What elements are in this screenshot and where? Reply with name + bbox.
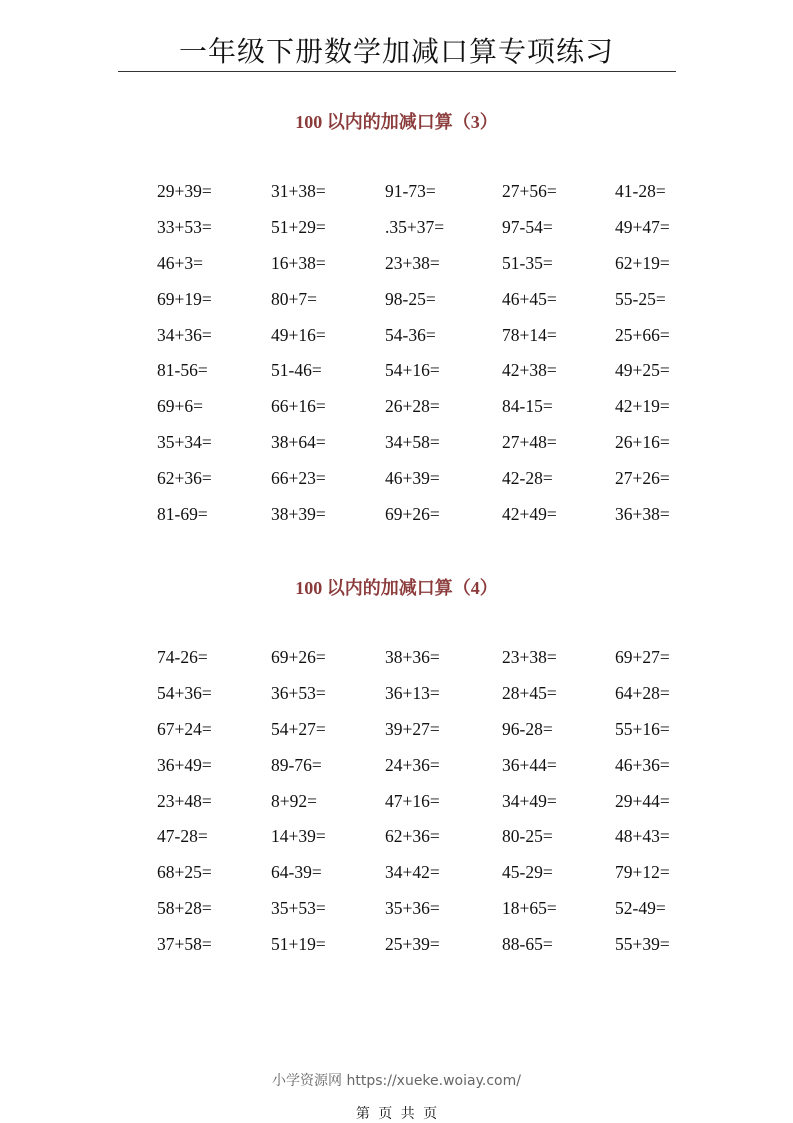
problem-cell: 46+39= xyxy=(385,468,440,489)
problem-cell: 18+65= xyxy=(502,898,557,919)
problem-cell: 51-35= xyxy=(502,252,553,273)
problem-cell: 81-69= xyxy=(157,504,208,525)
problem-cell: 80-25= xyxy=(502,826,553,847)
problem-cell: 25+66= xyxy=(615,324,670,345)
problem-cell: 55+39= xyxy=(615,934,670,955)
problem-cell: 23+38= xyxy=(385,252,440,273)
problem-grid-3 xyxy=(157,180,717,539)
problem-cell: 54+27= xyxy=(271,718,326,739)
problem-grid-4 xyxy=(157,646,717,969)
problem-cell: 38+64= xyxy=(271,432,326,453)
problem-cell: 80+7= xyxy=(271,288,317,309)
title-divider xyxy=(118,71,676,72)
problem-cell: 66+16= xyxy=(271,396,326,417)
problem-cell: 24+36= xyxy=(385,754,440,775)
problem-cell: 51+29= xyxy=(271,216,326,237)
problem-cell: 64+28= xyxy=(615,682,670,703)
problem-cell: 58+28= xyxy=(157,898,212,919)
problem-row xyxy=(157,718,717,754)
problem-cell: 27+56= xyxy=(502,181,557,201)
problem-cell: 46+36= xyxy=(615,754,670,775)
footer-page-number: 第 页 共 页 xyxy=(355,1106,438,1122)
problem-cell: 48+43= xyxy=(615,826,670,847)
problem-cell: 54+36= xyxy=(157,682,212,703)
problem-row xyxy=(157,933,717,969)
problem-cell: 49+47= xyxy=(615,216,670,237)
problem-row xyxy=(157,897,717,933)
problem-row xyxy=(157,288,717,324)
problem-cell: 27+48= xyxy=(502,432,557,453)
problem-cell: 35+53= xyxy=(271,898,326,919)
problem-cell: 78+14= xyxy=(502,324,557,345)
page-title: 一年级下册数学加减口算专项练习 xyxy=(178,35,614,68)
problem-cell: 31+38= xyxy=(271,181,326,201)
problem-row xyxy=(157,395,717,431)
problem-row xyxy=(157,682,717,718)
problem-cell: 69+26= xyxy=(271,647,326,667)
problem-cell: 52-49= xyxy=(615,898,666,919)
problem-cell: 88-65= xyxy=(502,934,553,955)
problem-row xyxy=(157,467,717,503)
problem-cell: 41-28= xyxy=(615,181,666,201)
problem-cell: 69+6= xyxy=(157,396,203,417)
problem-cell: 49+16= xyxy=(271,324,326,345)
problem-cell: 23+38= xyxy=(502,647,557,667)
problem-row xyxy=(157,359,717,395)
problem-cell: 36+49= xyxy=(157,754,212,775)
problem-row xyxy=(157,252,717,288)
problem-cell: 38+36= xyxy=(385,647,440,667)
problem-cell: 37+58= xyxy=(157,934,212,955)
problem-cell: 34+58= xyxy=(385,432,440,453)
problem-cell: 98-25= xyxy=(385,288,436,309)
problem-cell: 55+16= xyxy=(615,718,670,739)
problem-cell: 62+19= xyxy=(615,252,670,273)
problem-cell: 26+28= xyxy=(385,396,440,417)
problem-cell: 38+39= xyxy=(271,504,326,525)
problem-cell: 34+36= xyxy=(157,324,212,345)
footer-source: 小学资源网 https://xueke.woiay.com/ xyxy=(272,1073,521,1089)
problem-cell: 26+16= xyxy=(615,432,670,453)
section-heading-3: 100 以内的加减口算（3） xyxy=(295,112,498,132)
problem-cell: 49+25= xyxy=(615,360,670,381)
problem-row xyxy=(157,754,717,790)
problem-row xyxy=(157,431,717,467)
problem-cell: 47+16= xyxy=(385,790,440,811)
problem-cell: 14+39= xyxy=(271,826,326,847)
problem-row xyxy=(157,180,717,216)
problem-cell: 69+19= xyxy=(157,288,212,309)
problem-cell: 35+36= xyxy=(385,898,440,919)
section-heading-4: 100 以内的加减口算（4） xyxy=(295,578,498,598)
problem-cell: 42+19= xyxy=(615,396,670,417)
problem-cell: 36+13= xyxy=(385,682,440,703)
problem-cell: 69+27= xyxy=(615,647,670,667)
problem-row xyxy=(157,861,717,897)
problem-cell: 34+42= xyxy=(385,862,440,883)
problem-cell: 36+44= xyxy=(502,754,557,775)
problem-cell: 96-28= xyxy=(502,718,553,739)
problem-cell: 36+38= xyxy=(615,504,670,525)
problem-cell: 67+24= xyxy=(157,718,212,739)
problem-cell: 33+53= xyxy=(157,216,212,237)
problem-cell: 69+26= xyxy=(385,504,440,525)
problem-cell: 54+16= xyxy=(385,360,440,381)
problem-cell: 89-76= xyxy=(271,754,322,775)
problem-cell: 27+26= xyxy=(615,468,670,489)
problem-cell: 62+36= xyxy=(385,826,440,847)
problem-cell: 8+92= xyxy=(271,790,317,811)
problem-cell: 23+48= xyxy=(157,790,212,811)
problem-cell: 51-46= xyxy=(271,360,322,381)
problem-cell: 42+38= xyxy=(502,360,557,381)
problem-cell: 16+38= xyxy=(271,252,326,273)
problem-cell: 35+34= xyxy=(157,432,212,453)
problem-cell: 42-28= xyxy=(502,468,553,489)
problem-cell: 29+44= xyxy=(615,790,670,811)
problem-cell: 97-54= xyxy=(502,216,553,237)
problem-row xyxy=(157,790,717,826)
problem-cell: 62+36= xyxy=(157,468,212,489)
problem-row xyxy=(157,825,717,861)
problem-row xyxy=(157,216,717,252)
problem-cell: 54-36= xyxy=(385,324,436,345)
problem-cell: 74-26= xyxy=(157,647,208,667)
problem-row xyxy=(157,324,717,360)
problem-cell: 42+49= xyxy=(502,504,557,525)
problem-cell: 34+49= xyxy=(502,790,557,811)
problem-row xyxy=(157,503,717,539)
problem-cell: 68+25= xyxy=(157,862,212,883)
problem-cell: 81-56= xyxy=(157,360,208,381)
problem-cell: 66+23= xyxy=(271,468,326,489)
problem-cell: 64-39= xyxy=(271,862,322,883)
problem-cell: 91-73= xyxy=(385,181,436,201)
problem-cell: 46+45= xyxy=(502,288,557,309)
problem-cell: 55-25= xyxy=(615,288,666,309)
problem-row xyxy=(157,646,717,682)
problem-cell: 45-29= xyxy=(502,862,553,883)
problem-cell: 29+39= xyxy=(157,181,212,201)
problem-cell: 84-15= xyxy=(502,396,553,417)
problem-cell: 28+45= xyxy=(502,682,557,703)
problem-cell: 47-28= xyxy=(157,826,208,847)
problem-cell: 39+27= xyxy=(385,718,440,739)
problem-cell: .35+37= xyxy=(385,216,445,237)
problem-cell: 36+53= xyxy=(271,682,326,703)
problem-cell: 46+3= xyxy=(157,252,203,273)
problem-cell: 51+19= xyxy=(271,934,326,955)
problem-cell: 79+12= xyxy=(615,862,670,883)
problem-cell: 25+39= xyxy=(385,934,440,955)
